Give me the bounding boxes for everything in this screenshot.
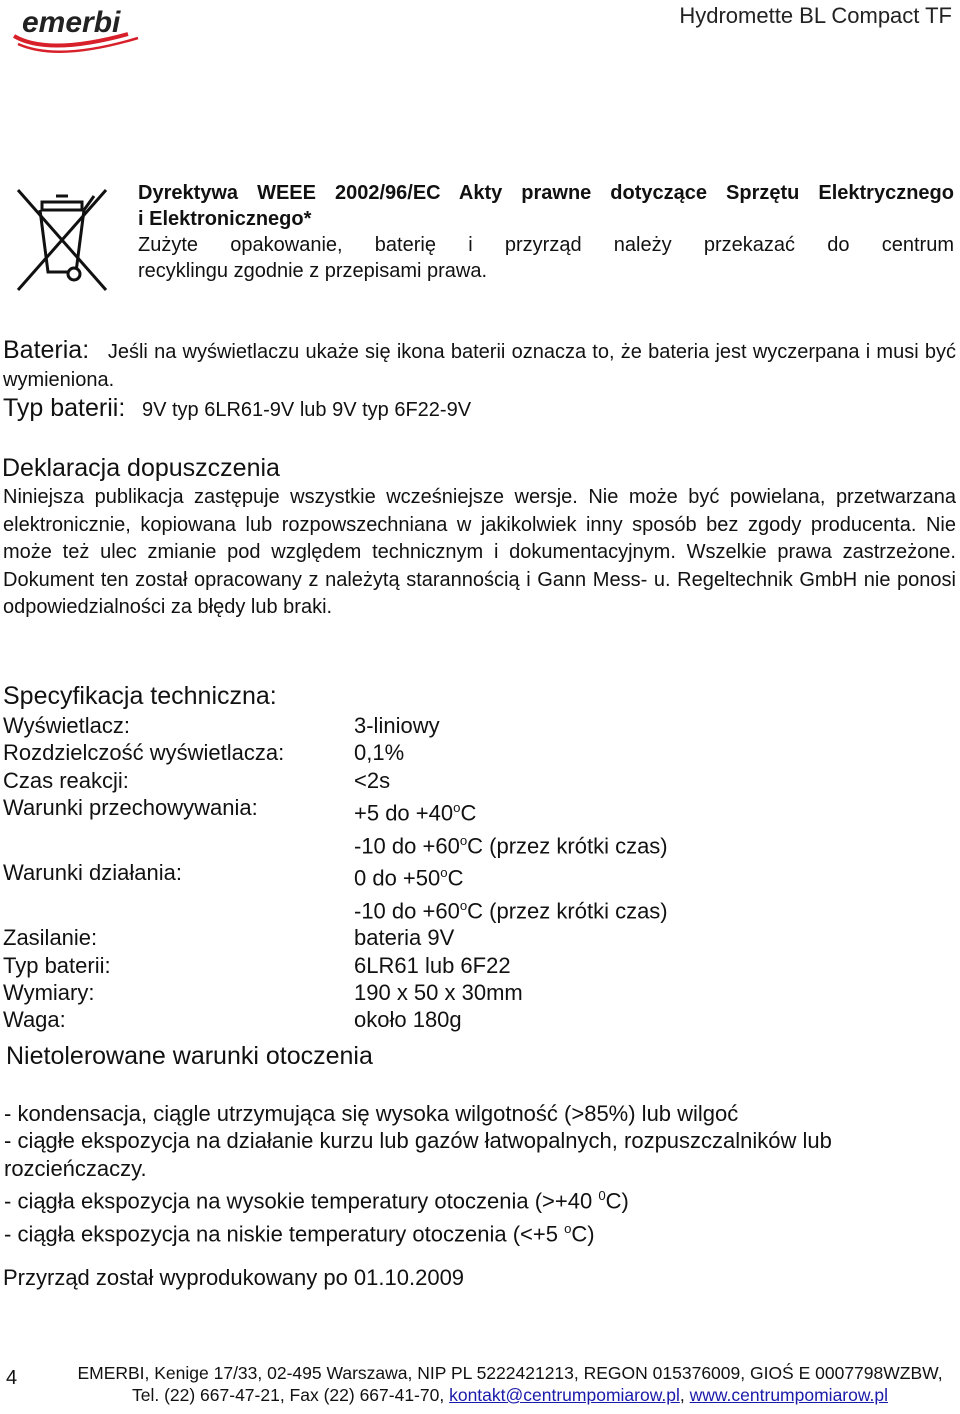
spec-row [3, 892, 956, 925]
spec-row [3, 979, 956, 1006]
spec-row [3, 794, 956, 827]
emerbi-logo [8, 4, 158, 54]
spec-row [3, 1006, 956, 1033]
spec-row [3, 739, 956, 766]
spec-value [354, 827, 668, 860]
weee-title: Dyrektywa WEEE 2002/96/EC Akty prawne dotyczące Sprzętu Elektrycznego [138, 182, 954, 204]
battery-type [3, 395, 956, 425]
spec-value [354, 739, 404, 766]
spec-unit: C (przez krótki czas) [467, 898, 668, 924]
spec-value [354, 952, 511, 979]
spec-row [3, 712, 956, 739]
spec-row [3, 859, 956, 892]
spec-value [354, 859, 463, 892]
spec-value-text: bateria 9V [354, 925, 455, 951]
spec-value [354, 924, 454, 951]
document-title: Hydromette BL Compact TF [679, 3, 952, 28]
spec-value-text: -10 do +60 [354, 832, 460, 858]
crossed-bin-icon [14, 186, 110, 296]
page-number: 4 [6, 1367, 18, 1389]
condition-text: - ciągła ekspozycja na wysokie temperatury otoczenia (>+40 [4, 1188, 599, 1214]
condition-item [4, 1182, 956, 1215]
spec-value [354, 979, 523, 1006]
weee-line-2: recyklingu zgodnie z przepisami prawa. [138, 260, 488, 282]
footer-address: EMERBI, Kenige 17/33, 02-495 Warszawa, NIP PL 5222421213, REGON 015376009, GIOŚ E 0007798WZBW, [77, 1363, 943, 1383]
condition-unit: C) [605, 1188, 629, 1214]
footer [60, 1362, 960, 1406]
conditions-heading: Nietolerowane warunki otoczenia [6, 1042, 373, 1070]
footer-phone-fax: Tel. (22) 667-47-21, Fax (22) 667-41-70, [131, 1385, 450, 1405]
spec-value-text: 0 do +50 [354, 865, 441, 891]
degree-mark: o [440, 865, 448, 881]
spec-label [3, 827, 354, 860]
condition-item [4, 1215, 956, 1248]
degree-mark: o [459, 832, 468, 848]
condition-item [4, 1127, 956, 1182]
declaration-text: Niniejsza publikacja zastępuje wszystkie wcześniejsze wersje. Nie może być powielana, przetwarzana elektronicznie, kopiowana lub rozpowszechniana w jakikolwiek inny sposób bez zgody producenta. Nie może też ulec zmianie pod względem technicznym i dokumentacyjnym. Wszelkie prawa zastrzeżone. Dokument ten został opracowany z należytą starannością i Gann Mess- u. Regeltechnik GmbH nie ponosi odpowiedzialności za błędy lub braki. [3, 486, 956, 618]
battery-text: Jeśli na wyświetlaczu ukaże się ikona baterii oznacza to, że bateria jest wyczerpana i musi być wymieniona. [3, 341, 956, 391]
spec-value-text: <2s [354, 767, 391, 793]
production-date-note: Przyrząd został wyprodukowany po 01.10.2009 [3, 1265, 465, 1290]
spec-value [354, 892, 668, 925]
spec-row [3, 952, 956, 979]
degree-mark: 0 [598, 1187, 606, 1203]
condition-item [4, 1100, 956, 1127]
spec-value [354, 1006, 462, 1033]
condition-text: - kondensacja, ciągle utrzymująca się wysoka wilgotność (>85%) lub wilgoć [4, 1101, 739, 1126]
spec-label: Wyświetlacz: [3, 713, 130, 738]
spec-unit: C [460, 800, 477, 826]
spec-row [3, 924, 956, 951]
spec-label: Warunki działania: [3, 860, 182, 886]
spec-label: Warunki przechowywania: [3, 794, 258, 820]
spec-label: Waga: [3, 1007, 66, 1033]
weee-line-1: Zużyte opakowanie, baterię i przyrząd należy przekazać do centrum [138, 234, 954, 256]
spec-value [354, 767, 390, 794]
footer-separator: , [679, 1385, 690, 1405]
spec-label: Typ baterii: [3, 952, 111, 978]
spec-label: Rozdzielczość wyświetlacza: [3, 740, 285, 766]
battery-paragraph [3, 337, 956, 394]
spec-value-text: 190 x 50 x 30mm [354, 979, 523, 1005]
spec-value [354, 712, 440, 739]
spec-unit: C (przez krótki czas) [467, 832, 668, 858]
spec-value-text: 6LR61 lub 6F22 [354, 952, 511, 978]
spec-value-text: około 180g [354, 1007, 462, 1033]
condition-unit: C) [571, 1220, 595, 1246]
battery-type-label: Typ baterii: [3, 394, 126, 422]
battery-label: Bateria: [3, 336, 90, 364]
spec-unit: C [447, 865, 464, 891]
declaration-heading: Deklaracja dopuszczenia [2, 454, 280, 482]
degree-mark: o [459, 897, 468, 913]
footer-email-link[interactable]: kontakt@centrumpomiarow.pl [449, 1385, 680, 1405]
spec-value-text: -10 do +60 [354, 898, 460, 924]
spec-heading: Specyfikacja techniczna: [3, 682, 277, 710]
battery-type-value: 9V typ 6LR61-9V lub 9V typ 6F22-9V [141, 399, 472, 421]
spec-value-text: +5 do +40 [354, 800, 454, 826]
weee-section [138, 180, 954, 284]
condition-text: - ciągła ekspozycja na niskie temperatury otoczenia (<+5 [4, 1220, 565, 1246]
spec-label: Zasilanie: [3, 925, 98, 951]
spec-value-text: 3-liniowy [354, 713, 440, 738]
footer-contact [60, 1384, 960, 1406]
spec-value-text: 0,1% [354, 740, 405, 766]
logo-text: emerbi [22, 6, 121, 39]
spec-row [3, 767, 956, 794]
spec-row [3, 827, 956, 860]
degree-mark: o [564, 1220, 572, 1236]
spec-value [354, 794, 476, 827]
footer-website-link[interactable]: www.centrumpomiarow.pl [689, 1385, 889, 1405]
condition-text: - ciągłe ekspozycja na działanie kurzu lub gazów łatwopalnych, rozpuszczalników lub rozcieńczaczy. [4, 1128, 832, 1181]
spec-label [3, 892, 354, 925]
spec-label: Czas reakcji: [3, 767, 129, 793]
conditions-list [4, 1100, 956, 1247]
spec-label: Wymiary: [3, 979, 95, 1005]
weee-title-continued: i Elektronicznego* [138, 208, 312, 230]
spec-table [3, 712, 956, 1034]
degree-mark: o [453, 799, 461, 815]
